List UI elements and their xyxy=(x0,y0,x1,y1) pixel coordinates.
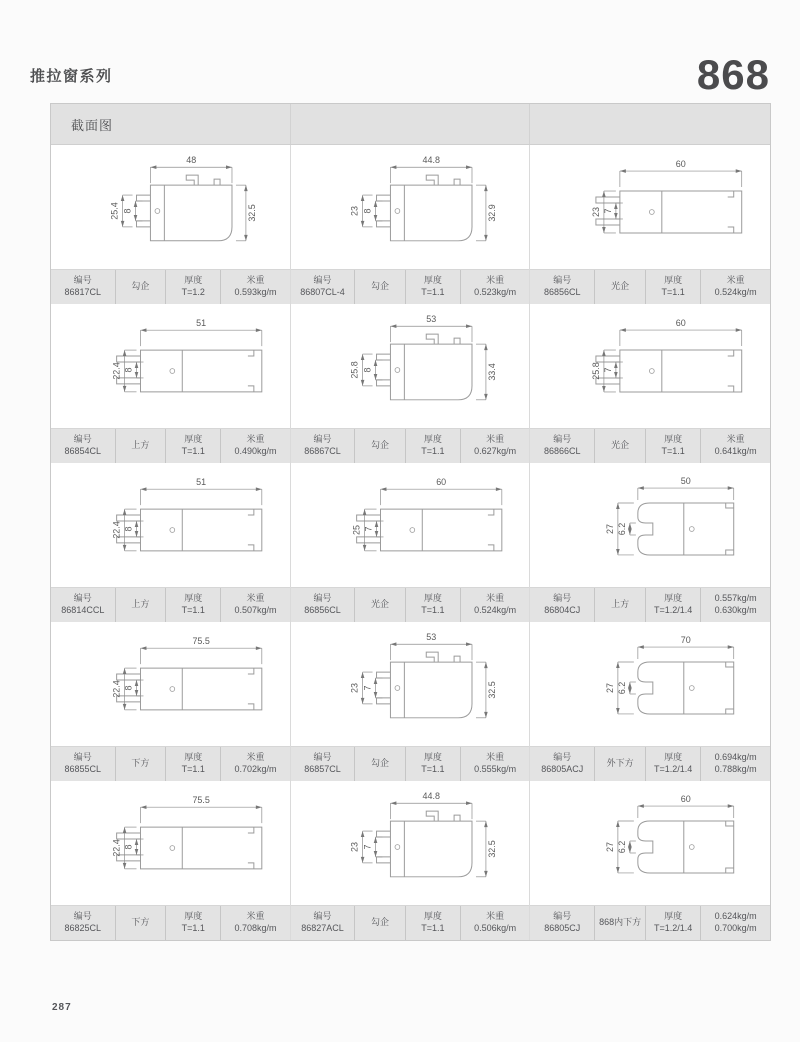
profile-info-bar xyxy=(291,746,530,781)
code-label: 编号 xyxy=(553,752,572,763)
thickness-value: T=1.1 xyxy=(421,923,445,933)
code-cell xyxy=(291,747,355,781)
weight-cell xyxy=(460,588,529,622)
thickness-label: 厚度 xyxy=(664,275,683,286)
svg-text:60: 60 xyxy=(676,159,687,170)
weight-value: 0.490kg/m xyxy=(234,446,277,456)
svg-text:27: 27 xyxy=(605,842,616,852)
profile-code: 86807CL-4 xyxy=(300,287,345,297)
profile-code: 86856CL xyxy=(304,605,341,615)
profile-drawing xyxy=(51,781,290,905)
thickness-label: 厚度 xyxy=(423,434,442,445)
cross-section-svg xyxy=(291,145,530,269)
svg-text:70: 70 xyxy=(681,635,692,646)
thickness-cell xyxy=(645,906,700,940)
profile-info-bar xyxy=(291,905,530,940)
profile-code: 86825CL xyxy=(64,923,102,933)
profile-cell xyxy=(530,781,770,940)
weight-label: 米重 xyxy=(726,275,745,286)
thickness-cell xyxy=(645,270,700,304)
code-cell xyxy=(530,906,594,940)
code-label: 编号 xyxy=(73,911,92,922)
profile-type: 下方 xyxy=(115,906,165,940)
weight-cell xyxy=(700,747,770,781)
weight-value: 0.700kg/m xyxy=(714,923,757,933)
svg-text:22.4: 22.4 xyxy=(111,839,122,857)
weight-label: 米重 xyxy=(486,593,505,604)
profile-cell xyxy=(530,622,770,781)
svg-text:22.4: 22.4 xyxy=(111,521,122,539)
profile-info-bar xyxy=(530,428,770,463)
profile-info-bar xyxy=(51,587,290,622)
table-header-cell xyxy=(530,104,770,144)
profile-drawing xyxy=(530,622,770,746)
code-label: 编号 xyxy=(73,593,92,604)
thickness-value: T=1.1 xyxy=(421,446,445,456)
svg-text:60: 60 xyxy=(435,477,446,488)
profile-info-bar xyxy=(291,269,530,304)
profile-type: 868内下方 xyxy=(594,906,645,940)
svg-text:7: 7 xyxy=(362,844,373,850)
profile-code: 86854CL xyxy=(64,446,102,456)
code-cell xyxy=(51,429,115,463)
thickness-cell xyxy=(165,270,220,304)
thickness-value: T=1.2 xyxy=(181,287,205,297)
thickness-cell xyxy=(645,429,700,463)
code-label: 编号 xyxy=(73,275,92,286)
profile-grid xyxy=(51,145,770,940)
svg-text:23: 23 xyxy=(349,683,360,693)
svg-text:25.8: 25.8 xyxy=(591,362,602,380)
code-cell xyxy=(530,747,594,781)
profile-type: 勾企 xyxy=(354,747,404,781)
svg-text:32.5: 32.5 xyxy=(486,840,497,858)
profile-type: 勾企 xyxy=(115,270,165,304)
code-cell xyxy=(530,270,594,304)
thickness-label: 厚度 xyxy=(423,911,442,922)
weight-value: 0.593kg/m xyxy=(234,287,277,297)
table-header-row xyxy=(51,104,770,145)
thickness-label: 厚度 xyxy=(664,434,683,445)
profile-info-bar xyxy=(291,587,530,622)
code-label: 编号 xyxy=(73,752,92,763)
profile-info-bar xyxy=(51,428,290,463)
weight-cell xyxy=(460,906,529,940)
weight-cell xyxy=(700,429,770,463)
thickness-cell xyxy=(405,747,460,781)
weight-value: 0.523kg/m xyxy=(474,287,517,297)
profile-cell xyxy=(291,622,531,781)
profile-cell xyxy=(530,145,770,304)
thickness-cell xyxy=(405,588,460,622)
profile-drawing xyxy=(291,622,530,746)
svg-text:32.5: 32.5 xyxy=(486,681,497,699)
profile-cell xyxy=(291,463,531,622)
profile-type: 勾企 xyxy=(354,270,404,304)
series-number: 868 xyxy=(696,51,770,99)
thickness-label: 厚度 xyxy=(423,752,442,763)
thickness-cell xyxy=(165,906,220,940)
profile-code: 86805ACJ xyxy=(541,764,584,774)
profile-cell xyxy=(530,463,770,622)
code-label: 编号 xyxy=(313,593,332,604)
weight-label: 米重 xyxy=(486,911,505,922)
weight-value: 0.555kg/m xyxy=(474,764,517,774)
profile-code: 86867CL xyxy=(304,446,341,456)
profile-type: 光企 xyxy=(594,429,645,463)
svg-text:8: 8 xyxy=(122,208,133,214)
profile-cell xyxy=(51,622,291,781)
weight-label: 米重 xyxy=(246,752,265,763)
svg-text:7: 7 xyxy=(603,208,614,214)
section-header: 截面图 xyxy=(51,104,291,144)
code-label: 编号 xyxy=(553,593,572,604)
svg-text:51: 51 xyxy=(196,477,207,488)
cross-section-svg xyxy=(51,145,290,269)
code-label: 编号 xyxy=(313,752,332,763)
svg-text:23: 23 xyxy=(349,206,360,216)
code-cell xyxy=(291,588,355,622)
weight-cell xyxy=(700,588,770,622)
svg-text:8: 8 xyxy=(123,844,134,850)
svg-text:8: 8 xyxy=(362,367,373,373)
thickness-cell xyxy=(645,588,700,622)
profile-code: 86805CJ xyxy=(544,923,581,933)
thickness-value: T=1.2/1.4 xyxy=(654,923,693,933)
thickness-cell xyxy=(405,906,460,940)
profile-code: 86827ACL xyxy=(301,923,344,933)
weight-label: 米重 xyxy=(246,593,265,604)
thickness-value: T=1.1 xyxy=(421,605,445,615)
profile-drawing xyxy=(51,622,290,746)
weight-value: 0.506kg/m xyxy=(474,923,517,933)
svg-text:8: 8 xyxy=(123,526,134,532)
weight-label: 米重 xyxy=(246,275,265,286)
profile-code: 86817CL xyxy=(64,287,102,297)
weight-label: 米重 xyxy=(486,752,505,763)
thickness-value: T=1.1 xyxy=(181,923,205,933)
code-cell xyxy=(51,270,115,304)
profile-code: 86814CCL xyxy=(61,605,105,615)
profile-drawing xyxy=(51,463,290,587)
profile-cell xyxy=(530,304,770,463)
weight-value: 0.702kg/m xyxy=(234,764,277,774)
cross-section-svg xyxy=(530,145,770,269)
thickness-label: 厚度 xyxy=(184,275,203,286)
weight-cell xyxy=(460,270,529,304)
code-cell xyxy=(291,270,355,304)
weight-value: 0.694kg/m xyxy=(714,752,757,763)
weight-cell xyxy=(220,429,289,463)
page-number: 287 xyxy=(52,1002,72,1013)
svg-text:53: 53 xyxy=(425,314,436,325)
cross-section-svg xyxy=(51,781,290,905)
weight-cell xyxy=(220,270,289,304)
profile-info-bar xyxy=(530,269,770,304)
svg-text:25.4: 25.4 xyxy=(109,202,120,220)
code-cell xyxy=(51,906,115,940)
thickness-label: 厚度 xyxy=(664,911,683,922)
profile-cell xyxy=(51,145,291,304)
svg-text:6.2: 6.2 xyxy=(617,840,628,854)
weight-value: 0.641kg/m xyxy=(714,446,757,456)
thickness-label: 厚度 xyxy=(664,752,683,763)
svg-text:8: 8 xyxy=(123,685,134,691)
profile-info-bar xyxy=(530,587,770,622)
profile-info-bar xyxy=(51,269,290,304)
profile-cell xyxy=(51,304,291,463)
cross-section-svg xyxy=(51,622,290,746)
cross-section-svg xyxy=(291,463,530,587)
weight-cell xyxy=(220,747,289,781)
svg-text:48: 48 xyxy=(186,155,197,166)
thickness-cell xyxy=(405,270,460,304)
profile-code: 86857CL xyxy=(304,764,341,774)
profile-code: 86804CJ xyxy=(544,605,581,615)
svg-text:75.5: 75.5 xyxy=(192,795,210,806)
cross-section-svg xyxy=(51,463,290,587)
series-title: 推拉窗系列 xyxy=(30,68,113,85)
weight-value: 0.524kg/m xyxy=(474,605,517,615)
cross-section-svg xyxy=(530,304,770,428)
profile-drawing xyxy=(530,145,770,269)
svg-text:44.8: 44.8 xyxy=(422,155,440,166)
weight-value: 0.557kg/m xyxy=(714,593,757,604)
svg-text:7: 7 xyxy=(603,367,614,373)
cross-section-svg xyxy=(291,304,530,428)
svg-text:32.5: 32.5 xyxy=(246,204,257,222)
profile-drawing xyxy=(291,145,530,269)
thickness-value: T=1.1 xyxy=(181,446,205,456)
weight-value: 0.788kg/m xyxy=(714,764,757,774)
svg-text:32.9: 32.9 xyxy=(486,204,497,222)
code-cell xyxy=(51,588,115,622)
svg-text:8: 8 xyxy=(362,208,373,214)
weight-label: 米重 xyxy=(486,275,505,286)
svg-text:33.4: 33.4 xyxy=(486,363,497,381)
profile-type: 上方 xyxy=(115,429,165,463)
profile-cell xyxy=(51,463,291,622)
cross-section-svg xyxy=(291,781,530,905)
thickness-value: T=1.1 xyxy=(421,764,445,774)
svg-text:7: 7 xyxy=(363,526,374,532)
svg-text:6.2: 6.2 xyxy=(617,522,628,536)
cross-section-svg xyxy=(291,622,530,746)
thickness-label: 厚度 xyxy=(423,275,442,286)
profile-type: 勾企 xyxy=(354,906,404,940)
thickness-cell xyxy=(165,747,220,781)
profile-type: 光企 xyxy=(594,270,645,304)
code-cell xyxy=(291,906,355,940)
svg-text:8: 8 xyxy=(123,367,134,373)
weight-cell xyxy=(460,747,529,781)
svg-text:60: 60 xyxy=(681,794,692,805)
weight-cell xyxy=(700,270,770,304)
thickness-cell xyxy=(645,747,700,781)
cross-section-svg xyxy=(530,622,770,746)
profile-type: 外下方 xyxy=(594,747,645,781)
profile-drawing xyxy=(530,304,770,428)
thickness-label: 厚度 xyxy=(184,911,203,922)
thickness-cell xyxy=(165,429,220,463)
thickness-label: 厚度 xyxy=(184,434,203,445)
weight-cell xyxy=(700,906,770,940)
thickness-value: T=1.1 xyxy=(661,446,685,456)
svg-text:25.8: 25.8 xyxy=(349,361,360,379)
code-label: 编号 xyxy=(313,434,332,445)
cross-section-svg xyxy=(51,304,290,428)
profile-table xyxy=(50,103,771,941)
weight-value: 0.627kg/m xyxy=(474,446,517,456)
weight-value: 0.624kg/m xyxy=(714,911,757,922)
svg-text:23: 23 xyxy=(349,842,360,852)
profile-cell xyxy=(291,304,531,463)
svg-text:6.2: 6.2 xyxy=(617,681,628,695)
profile-cell xyxy=(51,781,291,940)
profile-drawing xyxy=(291,463,530,587)
profile-info-bar xyxy=(291,428,530,463)
page-header xyxy=(30,36,770,99)
svg-text:27: 27 xyxy=(605,683,616,693)
weight-value: 0.708kg/m xyxy=(234,923,277,933)
weight-value: 0.630kg/m xyxy=(714,605,757,615)
cross-section-svg xyxy=(530,463,770,587)
table-header-cell xyxy=(291,104,531,144)
thickness-value: T=1.2/1.4 xyxy=(654,764,693,774)
svg-text:7: 7 xyxy=(362,685,373,691)
code-label: 编号 xyxy=(553,275,572,286)
profile-drawing xyxy=(291,304,530,428)
weight-cell xyxy=(460,429,529,463)
weight-cell xyxy=(220,588,289,622)
profile-type: 上方 xyxy=(115,588,165,622)
svg-text:44.8: 44.8 xyxy=(422,791,440,802)
svg-text:75.5: 75.5 xyxy=(192,636,210,647)
profile-drawing xyxy=(291,781,530,905)
profile-drawing xyxy=(51,304,290,428)
profile-drawing xyxy=(530,463,770,587)
profile-type: 下方 xyxy=(115,747,165,781)
thickness-label: 厚度 xyxy=(423,593,442,604)
code-label: 编号 xyxy=(73,434,92,445)
cross-section-svg xyxy=(530,781,770,905)
svg-text:22.4: 22.4 xyxy=(111,680,122,698)
svg-text:50: 50 xyxy=(681,476,692,487)
thickness-value: T=1.2/1.4 xyxy=(654,605,693,615)
code-label: 编号 xyxy=(313,911,332,922)
profile-cell xyxy=(291,145,531,304)
thickness-label: 厚度 xyxy=(184,752,203,763)
thickness-value: T=1.1 xyxy=(421,287,445,297)
code-cell xyxy=(530,429,594,463)
svg-text:53: 53 xyxy=(425,632,436,643)
thickness-cell xyxy=(165,588,220,622)
thickness-label: 厚度 xyxy=(664,593,683,604)
profile-code: 86866CL xyxy=(544,446,581,456)
weight-value: 0.524kg/m xyxy=(714,287,757,297)
profile-drawing xyxy=(51,145,290,269)
profile-info-bar xyxy=(530,905,770,940)
svg-text:51: 51 xyxy=(196,318,207,329)
thickness-value: T=1.1 xyxy=(181,605,205,615)
thickness-cell xyxy=(405,429,460,463)
profile-info-bar xyxy=(530,746,770,781)
profile-info-bar xyxy=(51,746,290,781)
svg-text:25: 25 xyxy=(351,524,362,535)
svg-text:27: 27 xyxy=(605,524,616,534)
profile-type: 上方 xyxy=(594,588,645,622)
weight-value: 0.507kg/m xyxy=(234,605,277,615)
code-label: 编号 xyxy=(313,275,332,286)
profile-type: 勾企 xyxy=(354,429,404,463)
code-cell xyxy=(530,588,594,622)
weight-label: 米重 xyxy=(246,911,265,922)
profile-type: 光企 xyxy=(354,588,404,622)
weight-label: 米重 xyxy=(246,434,265,445)
svg-text:23: 23 xyxy=(591,207,602,217)
thickness-value: T=1.1 xyxy=(181,764,205,774)
profile-code: 86855CL xyxy=(64,764,102,774)
thickness-value: T=1.1 xyxy=(661,287,685,297)
code-cell xyxy=(51,747,115,781)
svg-text:60: 60 xyxy=(676,318,687,329)
code-cell xyxy=(291,429,355,463)
profile-drawing xyxy=(530,781,770,905)
profile-code: 86856CL xyxy=(544,287,581,297)
weight-cell xyxy=(220,906,289,940)
svg-text:22.4: 22.4 xyxy=(111,362,122,380)
profile-info-bar xyxy=(51,905,290,940)
code-label: 编号 xyxy=(553,911,572,922)
thickness-label: 厚度 xyxy=(184,593,203,604)
code-label: 编号 xyxy=(553,434,572,445)
profile-cell xyxy=(291,781,531,940)
weight-label: 米重 xyxy=(726,434,745,445)
weight-label: 米重 xyxy=(486,434,505,445)
